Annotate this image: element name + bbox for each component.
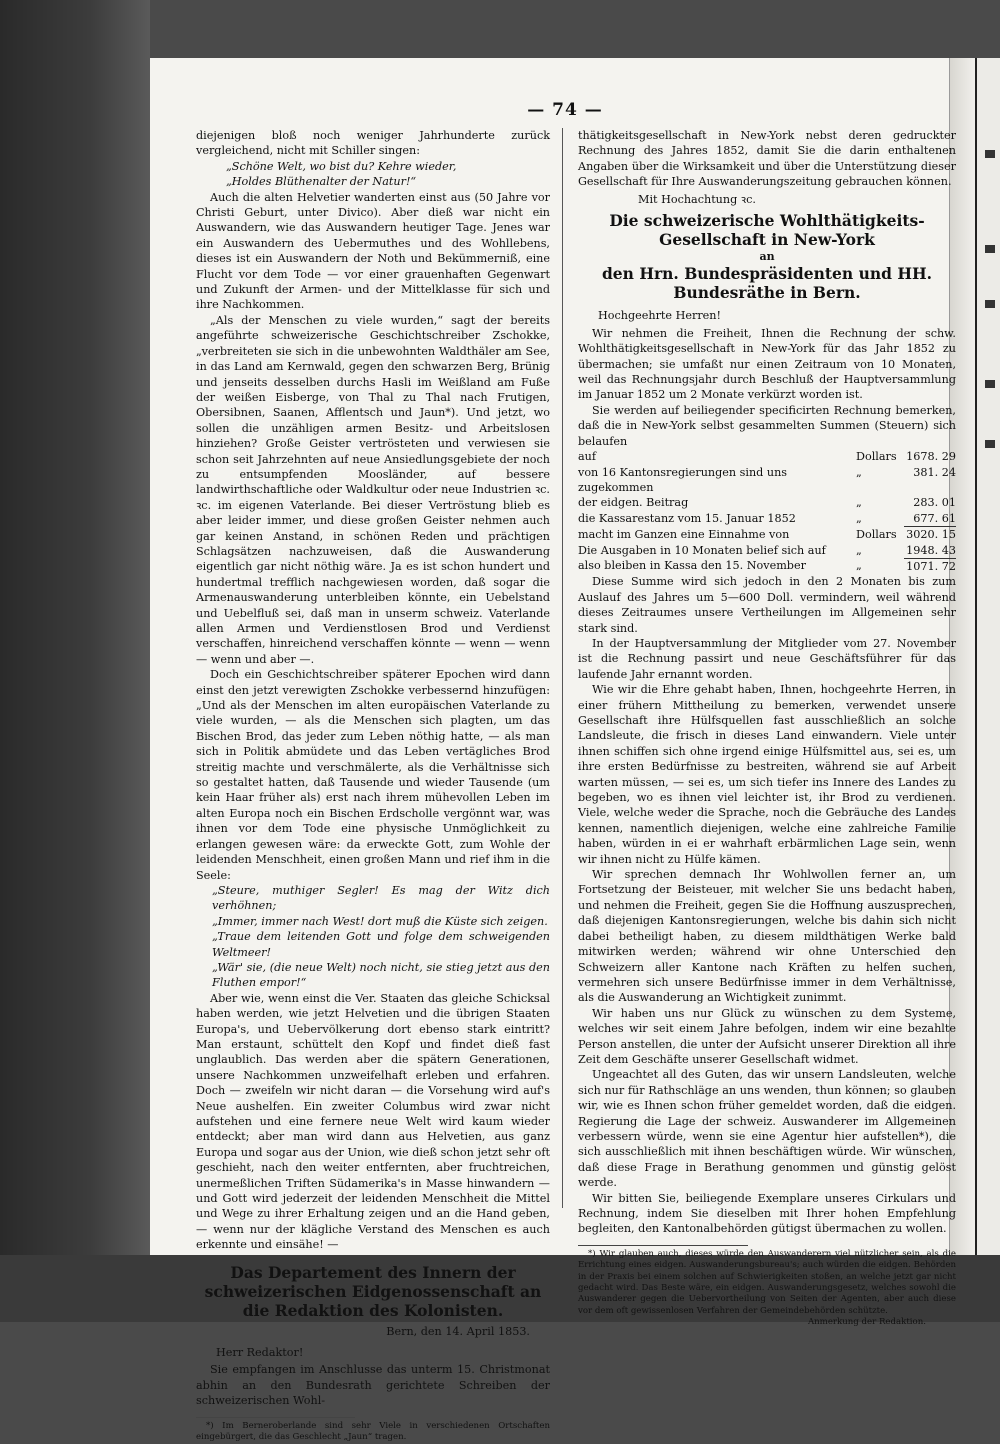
left-column <box>196 128 550 1444</box>
verse-line: „Schöne Welt, wo bist du? Kehre wieder, <box>226 159 457 173</box>
verse-line: „Traue dem leitenden Gott und folge dem schweigenden Weltmeer! <box>212 930 550 959</box>
accounts-amount: 3020. 15 <box>906 528 956 542</box>
accounts-amount: 283. 01 <box>913 496 956 510</box>
accounts-row <box>578 495 956 510</box>
footnote: *) Im Berneroberlande sind sehr Viele in verschiedenen Ortschaften eingebürgert, die das Geschlecht „Jaun“ tragen. <box>196 1420 550 1443</box>
paragraph: „Als der Menschen zu viele wurden,“ sagt der bereits angeführte schweizerische Geschichtschreiber Zschokke, „verbreiteten sie sich in die unbewohnten Waldthäler am See, in das Land am Kernwald, gegen den schwarzen Berg, Brünig und jenseits desselben durchs Hasli im Weißland am Fuße der weißen Eisberge, von Thal zu Thal nach Frutigen, Obersibnen, Saanen, Afflentsch und Jaun*). Und jetzt, wo sollen die unzähligen armen Besitz- und Arbeitslosen hinziehen? Große Geister vertrösteten und verwiesen sie schon seit Jahrzehnten auf neue Ansiedlungsgebiete der noch zu entsumpfenden Moosländer, auf bessere landwirthschaftliche oder Waldkultur oder neue Industrien ꝛc. ꝛc. im eigenen Vaterlande. Bei dieser Vertröstung blieb es aber leider immer, und diese großen Geister nehmen auch gar keinen Anstand, in schönen Reden und prächtigen Schlagsätzen nachzuweisen, daß die Auswanderung eigentlich gar nicht nöthig wäre. Ja es ist schon hundert und hundertmal trefflich nachgewiesen worden, daß sogar die Armenauswanderung unterbleiben könnte, ein Uebelstand und Uebelfluß sei, daß man in unserm schweiz. Vaterlande allen Armen und Verdienstlosen Brod und Verdienst verschaffen, hinreichend verschaffen könnte — wenn — wenn — wenn und aber —. <box>196 313 550 666</box>
paragraph: Aber wie, wenn einst die Ver. Staaten das gleiche Schicksal haben werden, wie jetzt Helvetien und die übrigen Staaten Europa's, und Uebervölkerung dort ebenso stark eintritt? Man erstaunt, schüttelt den Kopf und findet dieß fast unglaublich. Das werden aber die spätern Generationen, unsere Nachkommen unzweifelhaft erleben und erfahren. Doch — zweifeln wir nicht daran — die Vorsehung wird auf's Neue aushelfen. Ein zweiter Columbus wird zwar nicht aufstehen und eine fernere neue Welt wird kaum wieder entdeckt; aber man wird dann aus Helvetien, aus ganz Europa und sogar aus der Union, wie dieß schon jetzt sehr oft geschieht, nach den weiter entfernten, aber fruchtreichen, unermeßlichen Triften Südamerika's in Masse hinwandern — und Gott wird jederzeit der leidenden Menschheit die Mittel und Wege zu ihrer Erhaltung zeigen und an die Hand geben, — wenn nur der klägliche Verstand des Menschen es auch erkennte und einsähe! — <box>196 991 550 1252</box>
accounts-desc: Die Ausgaben in 10 Monaten belief sich auf <box>578 543 826 557</box>
accounts-currency: Dollars <box>856 450 897 464</box>
paragraph: Ungeachtet all des Guten, das wir unsern Landsleuten, welche sich nur für Rathschläge an uns wenden, thun können; so glauben wir, wie es Ihnen schon früher gemeldet worden, daß die eidgen. Regierung die Lage der schweiz. Auswanderer im Allgemeinen verbessern würde, wenn sie eine Agentur hier aufstellen*), die sich ausschließlich mit ihnen beschäftigen würde. Wir wünschen, daß diese Frage in Berathung genommen und günstig gelöst werde. <box>578 1068 956 1190</box>
page-number: — 74 — <box>527 100 603 120</box>
paragraph: In der Hauptversammlung der Mitglieder vom 27. November ist die Rechnung passirt und neue Geschäftsführer für das laufende Jahr ernannt worden. <box>578 636 956 681</box>
letter-heading: Die schweizerische Wohlthätigkeits-Gesellschaft in New-York <box>609 211 925 250</box>
accounts-currency: „ <box>856 465 862 479</box>
accounts-currency: „ <box>856 496 862 510</box>
article-heading: Das Departement des Innern der schweizerischen Eidgenossenschaft an die Redaktion des Kolonisten. <box>204 1262 542 1320</box>
paragraph: Wir bitten Sie, beiliegende Exemplare unseres Cirkulars und Rechnung, indem Sie dieselben mit Ihrer hohen Empfehlung begleiten, den Kantonalbehörden gütigst übermachen zu wollen. <box>578 1191 956 1236</box>
accounts-desc: die Kassarestanz vom 15. Januar 1852 <box>578 511 796 525</box>
edge-mark <box>985 300 995 308</box>
accounts-currency: „ <box>856 511 862 525</box>
footnote-signature: Anmerkung der Redaktion. <box>807 1317 926 1328</box>
accounts-amount: 677. 61 <box>904 511 956 527</box>
accounts-amount: 1071. 72 <box>906 559 956 573</box>
paragraph: Wie wir die Ehre gehabt haben, Ihnen, hochgeehrte Herren, in einer frühern Mittheilung zu bemerken, verwendet unsere Gesellschaft ihre Hülfsquellen fast ausschließlich an solche Landsleute, die frisch in dieses Land einwandern. Viele unter ihnen schiffen sich ohne irgend einige Hülfsmittel aus, sei es, um ihre ersten Bedürfnisse zu bestreiten, während sie auf Arbeit warten müssen, — sei es, um sich tiefer ins Innere des Landes zu begeben, wo es ihnen viel leichter ist, ihr Brod zu verdienen. Viele, welche weder die Sprache, noch die Gebräuche des Landes kennen, namentlich diejenigen, welche eine zahlreiche Familie haben, würden in ei er wahrhaft erbärmlichen Lage sein, wenn wir ihnen nicht zu Hülfe kämen. <box>578 683 956 866</box>
accounts-desc: also bleiben in Kassa den 15. November <box>578 559 806 573</box>
dateline: Bern, den 14. April 1853. <box>386 1324 530 1338</box>
verse-line: „Immer, immer nach West! dort muß die Küste sich zeigen. <box>212 914 548 928</box>
accounts-currency: Dollars <box>856 527 897 541</box>
accounts-amount: 1948. 43 <box>904 543 956 559</box>
footnote: *) Wir glauben auch, dieses würde den Auswanderern viel nützlicher sein, als die Errichtung eines eidgen. Auswanderungsbureau's; auch würden die eidgen. Behörden in der Praxis bei einem solchen auf Schwierigkeiten stoßen, an welche jetzt gar nicht gedacht wird. Das Beste wäre, ein eidgen. Auswanderungsgesetz, welches sowohl die Auswanderer gegen die Uebervortheilung von Seiten der Agenten, aber auch diese vor dem oft gewissenlosen Verfahren der Gemeindebehörden schützte. <box>578 1248 956 1316</box>
edge-mark <box>985 245 995 253</box>
paragraph: Sie werden auf beiliegender specificirten Rechnung bemerken, daß die in New-York selbst gesammelten Summen (Steuern) sich belaufen <box>578 403 956 448</box>
accounts-desc: macht im Ganzen eine Einnahme von <box>578 527 790 541</box>
paragraph: Doch ein Geschichtschreiber späterer Epochen wird dann einst den jetzt verewigten Zschokke verbessernd hinzufügen: „Und als der Menschen im alten europäischen Vaterlande zu viele wurden, — als die Menschen sich plagten, um das Bischen Brod, das jeder zum Leben nöthig hatte, — als man sich in Politik abmüdete und das Leben vertägliches Brod streitig machte und verschmälerte, als die Verhältnisse sich so gestaltet hatten, daß Tausende und wieder Tausende (um kein Haar früher als) erst nach ihrem mühevollen Leben im alten Europa noch ein Bischen Erdscholle vergönnt war, was ihnen vor dem Tode eine physische Unmöglichkeit zu erlangen gewesen wäre: da erweckte Gott, zum Wohle der leidenden Menschheit, einen großen Mann und rief ihm in die Seele: <box>196 668 550 882</box>
salutation: Herr Redaktor! <box>216 1346 304 1360</box>
letter-heading-an: an <box>759 250 775 264</box>
accounts-desc: von 16 Kantonsregierungen sind uns zugekommen <box>578 465 788 494</box>
edge-mark <box>985 380 995 388</box>
accounts-row <box>578 527 956 543</box>
footnote-rule <box>196 1417 355 1418</box>
accounts-row <box>578 465 956 496</box>
column-divider <box>562 128 563 1208</box>
accounts-amount: 381. 24 <box>913 465 956 479</box>
verse-line: „Steure, muthiger Segler! Es mag der Witz dich verhöhnen; <box>212 883 550 913</box>
letter-heading-recipient: den Hrn. Bundespräsidenten und HH. Bundesräthe in Bern. <box>601 264 933 303</box>
salutation: Hochgeehrte Herren! <box>598 309 721 323</box>
edge-mark <box>985 440 995 448</box>
accounts-row <box>578 543 956 559</box>
paragraph: Diese Summe wird sich jedoch in den 2 Monaten bis zum Auslauf des Jahres um 5—600 Doll. vermindern, weil während dieses Zeitraumes unsere Vertheilungen im Allgemeinen sehr stark sind. <box>578 575 956 635</box>
accounts-currency: „ <box>856 559 862 573</box>
accounts-row <box>578 511 956 527</box>
accounts-currency: „ <box>856 543 862 557</box>
closing-regards: Mit Hochachtung ꝛc. <box>638 192 756 206</box>
accounts-desc: auf <box>578 450 597 464</box>
paragraph: diejenigen bloß noch weniger Jahrhunderte zurück vergleichend, nicht mit Schiller singen: <box>196 129 550 158</box>
accounts-row <box>578 449 956 464</box>
verse-line: „Wär' sie, (die neue Welt) noch nicht, sie stieg jetzt aus den Fluthen empor!“ <box>212 960 550 990</box>
paragraph: Wir sprechen demnach Ihr Wohlwollen ferner an, um Fortsetzung der Beisteuer, mit welcher Sie uns bedacht haben, und nehmen die Freiheit, gegen Sie die Hoffnung auszusprechen, daß diejenigen Kantonsregierungen, welche bis dahin sich nicht dabei betheiligt haben, zu diesem mildthätigen Werke bald mitwirken werden; während wir ohne Unterschied den Schweizern aller Kantone nach Kräften zu helfen suchen, vermehren sich unsere Bedürfnisse immer in dem Verhältnisse, als die Auswanderung an Wichtigkeit zunimmt. <box>578 868 956 1005</box>
right-column <box>578 128 956 1329</box>
paragraph: Wir nehmen die Freiheit, Ihnen die Rechnung der schw. Wohlthätigkeitsgesellschaft in New-York für das Jahr 1852 zu übermachen; sie umfaßt nur einen Zeitraum von 10 Monaten, weil das Rechnungsjahr durch Beschluß der Hauptversammlung im Januar 1852 um 2 Monate verkürzt worden ist. <box>578 326 956 402</box>
accounts-amount: 1678. 29 <box>906 450 956 464</box>
paragraph: Wir haben uns nur Glück zu wünschen zu dem Systeme, welches wir seit einem Jahre befolgen, indem wir eine bezahlte Person anstellen, die unter der Aufsicht unserer Direktion all ihre Zeit dem Geschäfte unserer Gesellschaft widmet. <box>578 1006 956 1066</box>
accounts-row <box>578 558 956 574</box>
scan-background-left <box>0 0 150 1322</box>
footnote-rule <box>578 1245 748 1246</box>
paragraph: Sie empfangen im Anschlusse das unterm 15. Christmonat abhin an den Bundesrath gerichtete Schreiben der schweizerischen Wohl- <box>196 1363 550 1408</box>
verse-line: „Holdes Blüthenalter der Natur!“ <box>226 175 417 189</box>
adjacent-page-edge <box>975 58 1000 1255</box>
edge-mark <box>985 150 995 158</box>
accounts-table <box>578 449 956 574</box>
paragraph: Auch die alten Helvetier wanderten einst aus (50 Jahre vor Christi Geburt, unter Divico). Aber dieß war nicht ein Auswandern, wie das Auswandern heutiger Tage. Jenes war ein Auswandern des Uebermuthes und des Wohllebens, dieses ist ein Auswandern der Noth und Bekümmerniß, eine Flucht vor dem Tode — vor einer grauenhaften Gegenwart und Zukunft der Armen- und der Mittelklasse für sich und ihre Nachkommen. <box>196 190 550 312</box>
accounts-desc: der eidgen. Beitrag <box>578 496 689 510</box>
paragraph: thätigkeitsgesellschaft in New-York nebst deren gedruckter Rechnung des Jahres 1852, damit Sie die darin enthaltenen Angaben über die Wirksamkeit und über die Unterstützung dieser Gesellschaft für Ihre Auswanderungszeitung gebrauchen können. <box>578 129 956 189</box>
